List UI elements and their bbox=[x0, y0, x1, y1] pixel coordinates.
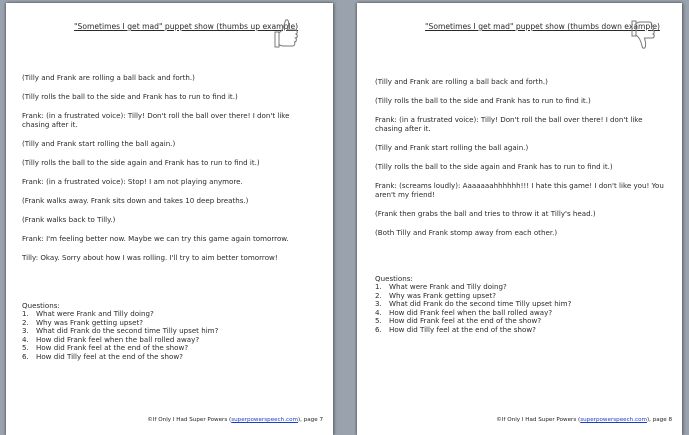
question-text: What did Frank do the second time Tilly upset him? bbox=[36, 326, 219, 336]
question-text: Why was Frank getting upset? bbox=[389, 290, 497, 300]
question-number: 5. bbox=[22, 343, 29, 353]
question-number: 1. bbox=[22, 309, 29, 318]
question-text: Why was Frank getting upset? bbox=[36, 317, 144, 327]
script-line: Tilly: Okay. Sorry about how I was rolling. I'll try to aim better tomorrow! bbox=[22, 253, 278, 262]
page-title: "Sometimes I get mad" puppet show (thumbs up example) bbox=[74, 22, 299, 31]
viewer-background bbox=[682, 0, 689, 435]
website-link[interactable]: superpowerspeech.com bbox=[231, 417, 298, 423]
questions-section bbox=[22, 301, 317, 362]
footer-suffix: ), page 8 bbox=[646, 417, 672, 423]
questions-list bbox=[375, 283, 666, 335]
script-line: (Tilly and Frank are rolling a ball back and forth.) bbox=[375, 77, 548, 86]
question-text: How did Frank feel at the end of the show? bbox=[36, 343, 189, 353]
question-number: 2. bbox=[22, 317, 29, 327]
question-number: 4. bbox=[22, 334, 29, 344]
page-gutter bbox=[333, 0, 357, 435]
question-text: How did Frank feel when the ball rolled away? bbox=[36, 334, 200, 344]
question-text: How did Tilly feel at the end of the show? bbox=[389, 324, 536, 334]
script-line: Frank: (in a frustrated voice): Tilly! Don't roll the ball over there! I don't like chasing after it. bbox=[22, 111, 290, 129]
document-page-7 bbox=[6, 3, 333, 435]
page-footer bbox=[147, 416, 323, 425]
footer-prefix: ©If Only I Had Super Powers ( bbox=[496, 417, 581, 423]
question-text: How did Frank feel at the end of the show? bbox=[389, 316, 542, 326]
script-line: (Frank walks back to Tilly.) bbox=[22, 215, 116, 224]
list-item bbox=[375, 326, 666, 335]
questions-heading: Questions: bbox=[22, 301, 60, 310]
script-line: (Frank walks away. Frank sits down and takes 10 deep breaths.) bbox=[22, 196, 249, 205]
document-page-8 bbox=[357, 3, 682, 435]
script-line: (Tilly and Frank are rolling a ball back and forth.) bbox=[22, 73, 195, 82]
question-text: How did Frank feel when the ball rolled away? bbox=[389, 307, 553, 317]
website-link[interactable]: superpowerspeech.com bbox=[580, 417, 647, 423]
script-line: (Tilly rolls the ball to the side and Frank has to run to find it.) bbox=[22, 92, 238, 101]
question-number: 1. bbox=[375, 282, 382, 291]
question-number: 6. bbox=[22, 351, 29, 361]
question-number: 3. bbox=[22, 326, 29, 336]
script-line: (Both Tilly and Frank stomp away from each other.) bbox=[375, 228, 558, 237]
script-line: (Frank then grabs the ball and tries to throw it at Tilly's head.) bbox=[375, 209, 596, 218]
thumbs-up-icon bbox=[270, 13, 302, 53]
script-line: Frank: (screams loudly): Aaaaaaahhhhhh!!! I hate this game! I don't like you! You aren't my friend! bbox=[375, 181, 664, 199]
footer-prefix: ©If Only I Had Super Powers ( bbox=[147, 417, 232, 423]
script-line: (Tilly rolls the ball to the side and Frank has to run to find it.) bbox=[375, 96, 591, 105]
question-number: 2. bbox=[375, 290, 382, 300]
script-line: (Tilly rolls the ball to the side again and Frank has to run to find it.) bbox=[22, 158, 260, 167]
question-number: 6. bbox=[375, 324, 382, 334]
question-number: 5. bbox=[375, 316, 382, 326]
list-item bbox=[22, 353, 317, 362]
question-text: What were Frank and Tilly doing? bbox=[36, 309, 154, 318]
script-line: Frank: (in a frustrated voice): Tilly! Don't roll the ball over there! I don't like chasing after it. bbox=[375, 115, 643, 133]
script-line: Frank: (in a frustrated voice): Stop! I am not playing anymore. bbox=[22, 177, 243, 186]
question-text: How did Tilly feel at the end of the show? bbox=[36, 351, 183, 361]
script-body bbox=[375, 77, 668, 247]
script-line: (Tilly and Frank start rolling the ball again.) bbox=[375, 143, 529, 152]
question-text: What were Frank and Tilly doing? bbox=[389, 282, 507, 291]
questions-heading: Questions: bbox=[375, 274, 413, 283]
question-number: 3. bbox=[375, 299, 382, 309]
page-footer bbox=[496, 416, 672, 425]
script-line: Frank: I'm feeling better now. Maybe we can try this game again tomorrow. bbox=[22, 234, 289, 243]
questions-section bbox=[375, 274, 666, 335]
question-number: 4. bbox=[375, 307, 382, 317]
questions-list bbox=[22, 310, 317, 362]
page-title: "Sometimes I get mad" puppet show (thumbs down example) bbox=[425, 22, 660, 31]
script-body bbox=[22, 73, 317, 272]
question-text: What did Frank do the second time Tilly upset him? bbox=[389, 299, 572, 309]
thumbs-down-icon bbox=[627, 13, 659, 53]
script-line: (Tilly and Frank start rolling the ball again.) bbox=[22, 139, 176, 148]
footer-suffix: ), page 7 bbox=[297, 417, 323, 423]
script-line: (Tilly rolls the ball to the side again and Frank has to run to find it.) bbox=[375, 162, 613, 171]
